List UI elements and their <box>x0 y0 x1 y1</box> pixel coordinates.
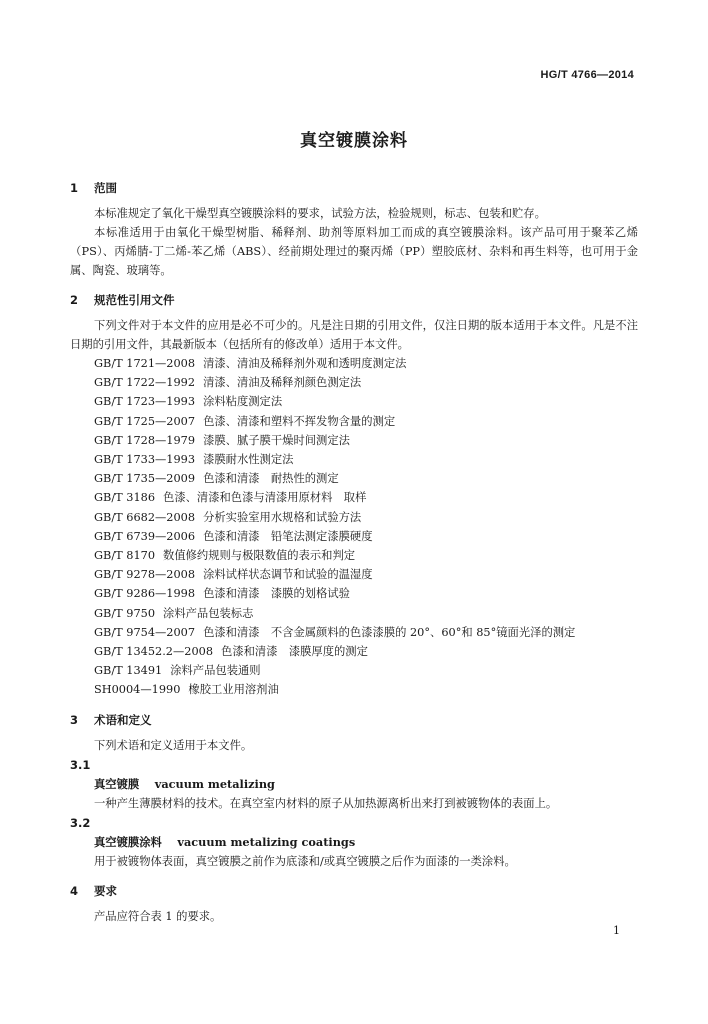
reference-code: GB/T 1728—1979 <box>94 433 196 447</box>
reference-item <box>70 412 638 431</box>
reference-item <box>70 661 638 680</box>
reference-item <box>70 604 638 623</box>
page-number: 1 <box>613 924 620 937</box>
section-2-heading <box>70 290 638 310</box>
reference-item <box>70 392 638 411</box>
reference-code: GB/T 1721—2008 <box>94 357 196 370</box>
reference-title: 分析实验室用水规格和试验方法 <box>203 510 362 524</box>
paragraph: 产品应符合表 1 的要求。 <box>94 909 222 923</box>
reference-item <box>70 642 638 661</box>
paragraph: 下列文件对于本文件的应用是必不可少的。凡是注日期的引用文件，仅注日期的版本适用于本文件。凡是不注日期的引用文件，其最新版本（包括所有的修改单）适用于本文件。 <box>70 319 638 351</box>
reference-item <box>70 354 638 373</box>
reference-title: 涂料粘度测定法 <box>203 395 283 409</box>
reference-code: GB/T 1733—1993 <box>94 453 196 467</box>
reference-code: GB/T 9754—2007 <box>94 625 196 639</box>
reference-code: GB/T 13491 <box>94 664 163 678</box>
reference-item <box>70 584 638 603</box>
term-number: 3.2 <box>70 815 91 830</box>
reference-code: GB/T 1725—2007 <box>94 414 196 428</box>
section-title: 规范性引用文件 <box>94 293 175 307</box>
reference-item <box>70 680 638 699</box>
reference-title: 数值修约规则与极限数值的表示和判定 <box>163 549 356 563</box>
term-definition: 用于被镀物体表面，真空镀膜之前作为底漆和/或真空镀膜之后作为面漆的一类涂料。 <box>94 854 516 868</box>
reference-title: 色漆、清漆和色漆与清漆用原材料 取样 <box>163 491 367 505</box>
section-1-heading <box>70 178 638 198</box>
reference-code: GB/T 9286—1998 <box>94 587 196 601</box>
reference-item <box>70 565 638 584</box>
reference-title: 色漆和清漆 漆膜的划格试验 <box>203 587 350 601</box>
paragraph: 下列术语和定义适用于本文件。 <box>94 738 253 752</box>
reference-item <box>70 527 638 546</box>
reference-title: 清漆、清油及稀释剂外观和透明度测定法 <box>203 357 407 370</box>
reference-item <box>70 450 638 469</box>
term-english: vacuum metalizing coatings <box>177 834 356 849</box>
reference-item <box>70 488 638 507</box>
term-english: vacuum metalizing <box>154 776 275 791</box>
paragraph: 本标准适用于由氧化干燥型树脂、稀释剂、助剂等原料加工而成的真空镀膜涂料。该产品可用于聚苯乙烯（PS）、丙烯腈-丁二烯-苯乙烯（ABS）、经前期处理过的聚丙烯（PP）塑胶底材、杂料和再生料等，也可用于金属、陶瓷、玻璃等。 <box>70 226 638 277</box>
reference-code: GB/T 9278—2008 <box>94 568 196 582</box>
reference-title: 清漆、清油及稀释剂颜色测定法 <box>203 376 362 390</box>
paragraph: 本标准规定了氧化干燥型真空镀膜涂料的要求，试验方法，检验规则，标志、包装和贮存。 <box>94 207 546 220</box>
document-body <box>70 178 638 926</box>
reference-title: 色漆和清漆 不含金属颜料的色漆漆膜的 20°、60°和 85°镜面光泽的测定 <box>203 625 576 639</box>
term-number: 3.1 <box>70 757 91 772</box>
reference-title: 涂料产品包装通则 <box>170 664 261 678</box>
reference-title: 涂料试样状态调节和试验的温湿度 <box>203 568 373 582</box>
reference-item <box>70 373 638 392</box>
reference-title: 色漆和清漆 铅笔法测定漆膜硬度 <box>203 529 373 543</box>
reference-item <box>70 469 638 488</box>
section-number: 4 <box>70 883 79 898</box>
section-4-heading <box>70 881 638 901</box>
reference-title: 漆膜耐水性测定法 <box>203 453 294 467</box>
reference-code: GB/T 1735—2009 <box>94 472 196 486</box>
reference-title: 色漆、清漆和塑料不挥发物含量的测定 <box>203 414 396 428</box>
section-number: 1 <box>70 181 79 195</box>
reference-list <box>70 354 638 700</box>
section-number: 2 <box>70 293 79 307</box>
document-title: 真空镀膜涂料 <box>300 131 408 151</box>
reference-code: GB/T 1723—1993 <box>94 395 196 409</box>
reference-item <box>70 431 638 450</box>
reference-title: 涂料产品包装标志 <box>163 606 254 620</box>
reference-code: GB/T 6682—2008 <box>94 510 196 524</box>
reference-code: GB/T 8170 <box>94 549 156 563</box>
reference-title: 色漆和清漆 耐热性的测定 <box>203 472 339 486</box>
term-definition: 一种产生薄膜材料的技术。在真空室内材料的原子从加热源离析出来打到被镀物体的表面上。 <box>94 796 558 810</box>
reference-code: GB/T 6739—2006 <box>94 529 196 543</box>
section-title: 要求 <box>94 883 117 898</box>
reference-title: 色漆和清漆 漆膜厚度的测定 <box>221 645 368 659</box>
reference-code: GB/T 3186 <box>94 491 156 505</box>
term-entry <box>70 775 638 794</box>
reference-title: 漆膜、腻子膜干燥时间测定法 <box>203 433 350 447</box>
reference-code: GB/T 9750 <box>94 606 156 620</box>
section-title: 术语和定义 <box>94 712 152 727</box>
reference-title: 橡胶工业用溶剂油 <box>188 683 279 697</box>
section-title: 范围 <box>94 181 117 195</box>
term-chinese: 真空镀膜涂料 <box>94 835 162 849</box>
reference-code: GB/T 13452.2—2008 <box>94 645 214 659</box>
reference-code: SH0004—1990 <box>94 683 181 697</box>
reference-item <box>70 546 638 565</box>
section-number: 3 <box>70 712 79 727</box>
section-3-heading <box>70 710 638 730</box>
reference-item <box>70 623 638 642</box>
reference-code: GB/T 1722—1992 <box>94 376 196 390</box>
standard-code: HG/T 4766—2014 <box>540 69 634 81</box>
term-chinese: 真空镀膜 <box>94 777 140 791</box>
reference-item <box>70 508 638 527</box>
term-entry <box>70 833 638 852</box>
